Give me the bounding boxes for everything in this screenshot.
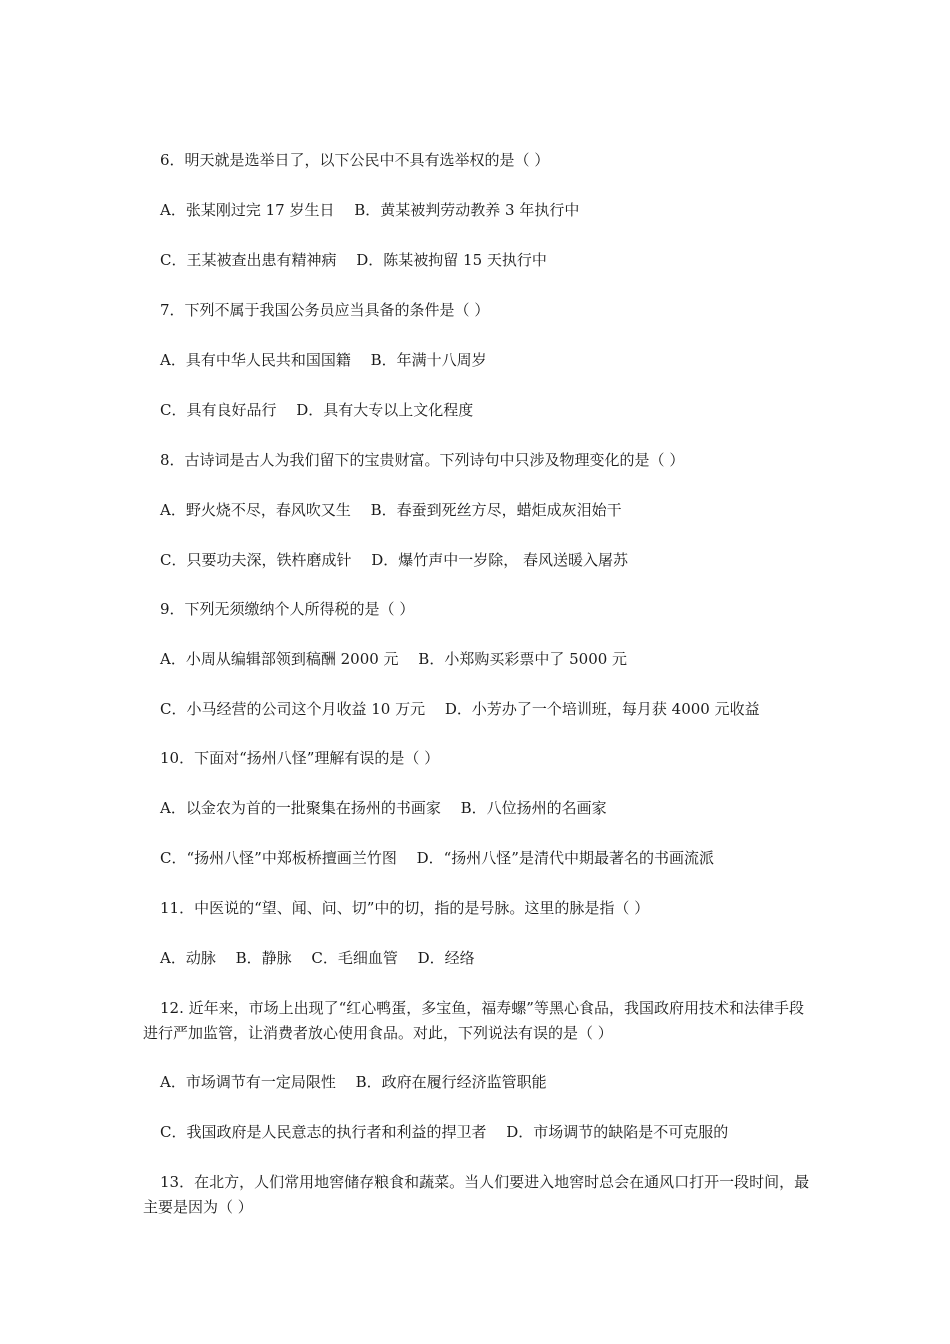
question-6-options-ab: A．张某刚过完 17 岁生日 B．黄某被判劳动教养 3 年执行中 [160, 201, 580, 219]
question-8-options-ab: A．野火烧不尽，春风吹又生 B．春蚕到死丝方尽，蜡炬成灰泪始干 [160, 501, 622, 519]
question-9-options-cd: C．小马经营的公司这个月收益 10 万元 D．小芳办了一个培训班，每月获 4000 元收益 [160, 700, 760, 718]
question-9-stem: 9．下列无须缴纳个人所得税的是（ ） [160, 600, 415, 618]
question-10-stem: 10．下面对“扬州八怪”理解有误的是（ ） [160, 749, 440, 767]
question-11-options: A．动脉 B．静脉 C．毛细血管 D．经络 [160, 949, 475, 967]
question-9-options-ab: A．小周从编辑部领到稿酬 2000 元 B．小郑购买彩票中了 5000 元 [160, 650, 628, 668]
question-12-stem: 12. 近年来，市场上出现了“红心鸭蛋，多宝鱼，福寿螺”等黑心食品，我国政府用技术和法律手段进行严加监管，让消费者放心使用食品。对此，下列说法有误的是（ ） [143, 999, 804, 1042]
question-11-stem: 11．中医说的“望、闻、问、切”中的切，指的是号脉。这里的脉是指（ ） [160, 899, 650, 917]
question-12-options-cd: C．我国政府是人民意志的执行者和利益的捍卫者 D．市场调节的缺陷是不可克服的 [160, 1123, 729, 1141]
question-8-stem: 8．古诗词是古人为我们留下的宝贵财富。下列诗句中只涉及物理变化的是（ ） [160, 451, 685, 469]
question-7-options-ab: A．具有中华人民共和国国籍 B．年满十八周岁 [160, 351, 487, 369]
question-6-stem: 6．明天就是选举日了，以下公民中不具有选举权的是（ ） [160, 151, 550, 169]
question-7-stem: 7．下列不属于我国公务员应当具备的条件是（ ） [160, 301, 490, 319]
question-8-options-cd: C．只要功夫深，铁杵磨成针 D．爆竹声中一岁除， 春风送暖入屠苏 [160, 551, 629, 569]
question-10-options-ab: A．以金农为首的一批聚集在扬州的书画家 B．八位扬州的名画家 [160, 799, 607, 817]
question-12-options-ab: A．市场调节有一定局限性 B．政府在履行经济监管职能 [160, 1073, 547, 1091]
question-7-options-cd: C．具有良好品行 D．具有大专以上文化程度 [160, 401, 474, 419]
question-10-options-cd: C．“扬州八怪”中郑板桥擅画兰竹图 D．“扬州八怪”是清代中期最著名的书画流派 [160, 849, 714, 867]
question-13-stem: 13．在北方，人们常用地窖储存粮食和蔬菜。当人们要进入地窖时总会在通风口打开一段时间，最主要是因为（ ） [143, 1173, 810, 1216]
question-6-options-cd: C．王某被查出患有精神病 D．陈某被拘留 15 天执行中 [160, 251, 547, 269]
